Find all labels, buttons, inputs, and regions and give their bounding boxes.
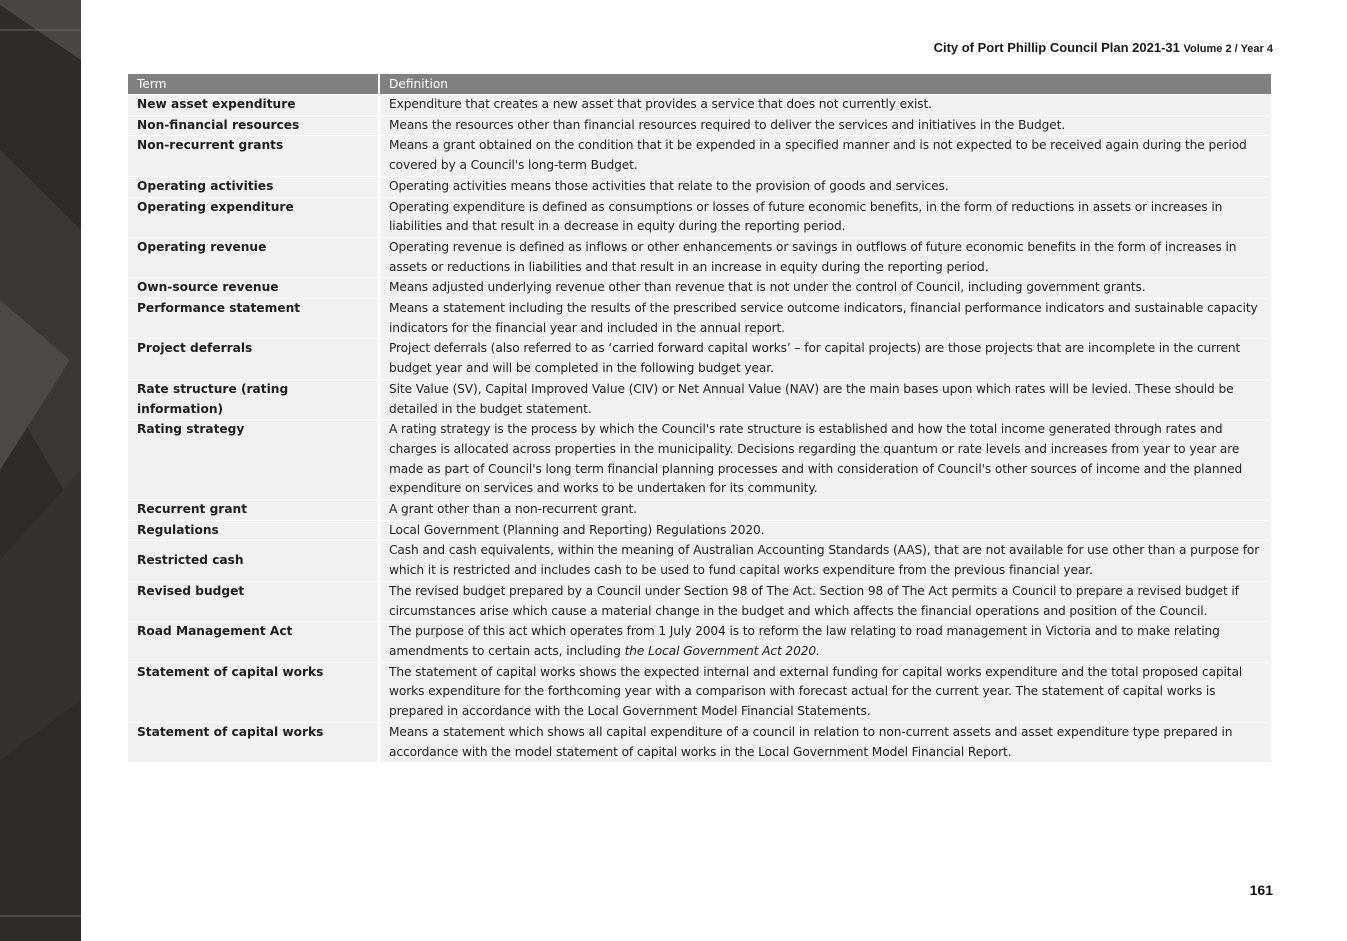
table-row xyxy=(128,499,1271,520)
table-row xyxy=(128,197,1271,237)
table-row xyxy=(128,135,1271,175)
definition-text: Means a statement including the results of the prescribed service outcome indicators, financial performance indicators and sustainable capacity indicators for the financial year and included in the annual report. xyxy=(389,301,1258,335)
term-cell: Operating revenue xyxy=(128,237,380,277)
term-cell: Rate structure (rating information) xyxy=(128,379,380,419)
term-cell: Non-recurrent grants xyxy=(128,135,380,175)
table-header-row xyxy=(128,74,1271,94)
table-row xyxy=(128,520,1271,541)
definition-text: Operating expenditure is defined as consumptions or losses of future economic benefits, in the form of reductions in assets or increases in liabilities and that result in a decrease in equity during the reporting period. xyxy=(389,199,1223,234)
definition-cell xyxy=(380,581,1271,621)
document-title: City of Port Phillip Council Plan 2021-31 xyxy=(933,40,1180,55)
term-cell: Project deferrals xyxy=(128,338,380,378)
column-header-definition: Definition xyxy=(380,74,1271,94)
table-row xyxy=(128,540,1271,580)
definition-cell xyxy=(380,419,1271,499)
definition-text: The statement of capital works shows the expected internal and external funding for capital works expenditure and the total proposed capital works expenditure for the forthcoming year with a comparison with forecast actual for the current year. The statement of capital works is prepared in accordance with the Local Government Model Financial Statements. xyxy=(389,664,1243,719)
table-row xyxy=(128,298,1271,338)
definition-text: Operating revenue is defined as inflows or other enhancements or savings in outflows of future economic benefits in the form of increases in assets or reductions in liabilities and that result in an increase in equity during the reporting period. xyxy=(389,239,1237,274)
table-row xyxy=(128,338,1271,378)
definition-text: Project deferrals (also referred to as ‘carried forward capital works’ – for capital projects) are those projects that are incomplete in the current budget year and will be completed in the following budget year. xyxy=(389,341,1241,376)
definition-text: Means the resources other than financial resources required to deliver the services and initiatives in the Budget. xyxy=(389,117,1066,132)
column-header-term: Term xyxy=(128,74,380,94)
definition-text: Means a statement which shows all capital expenditure of a council in relation to non-current assets and asset expenditure type prepared in accordance with the model statement of capital works in the Local Government Model Financial Report. xyxy=(389,724,1233,759)
term-cell: Recurrent grant xyxy=(128,499,380,520)
table-row xyxy=(128,379,1271,419)
definition-cell xyxy=(380,298,1271,338)
table-row xyxy=(128,277,1271,298)
definition-text: Means a grant obtained on the condition that it be expended in a specified manner and is not expected to be received again during the period covered by a Council's long-term Budget. xyxy=(389,138,1247,173)
sidebar-pattern xyxy=(0,0,81,941)
table-row xyxy=(128,176,1271,197)
definition-text: Operating activities means those activities that relate to the provision of goods and services. xyxy=(389,178,949,193)
term-cell: New asset expenditure xyxy=(128,94,380,115)
definition-cell xyxy=(380,277,1271,298)
definition-cell xyxy=(380,379,1271,419)
definition-text: The revised budget prepared by a Council under Section 98 of The Act. Section 98 of The Act permits a Council to prepare a revised budget if circumstances arise which cause a material change in the budget and which affects the financial operations and position of the Council. xyxy=(389,583,1239,618)
definition-text: Expenditure that creates a new asset that provides a service that does not currently exist. xyxy=(389,97,932,111)
term-cell: Operating expenditure xyxy=(128,197,380,237)
definition-cell xyxy=(380,520,1271,541)
definition-cell xyxy=(380,499,1271,520)
definition-text: Site Value (SV), Capital Improved Value (CIV) or Net Annual Value (NAV) are the main bases upon which rates will be levied. These should be detailed in the budget statement. xyxy=(389,381,1234,416)
term-cell: Restricted cash xyxy=(128,540,380,580)
definition-cell xyxy=(380,115,1271,136)
term-cell: Operating activities xyxy=(128,176,380,197)
table-row xyxy=(128,94,1271,115)
table-row xyxy=(128,722,1271,762)
table-row xyxy=(128,419,1271,499)
term-cell: Performance statement xyxy=(128,298,380,338)
definition-text: The purpose of this act which operates from 1 July 2004 is to reform the law relating to road management in Victoria and to make relating amendments to certain acts, including xyxy=(389,624,1220,658)
table-row xyxy=(128,581,1271,621)
term-cell: Revised budget xyxy=(128,581,380,621)
term-cell: Statement of capital works xyxy=(128,662,380,722)
definition-cell xyxy=(380,540,1271,580)
glossary-table xyxy=(128,74,1271,762)
term-cell: Road Management Act xyxy=(128,621,380,661)
glossary-body xyxy=(128,94,1271,762)
table-row xyxy=(128,662,1271,722)
volume-label: Volume 2 / Year 4 xyxy=(1183,43,1273,55)
definition-cell xyxy=(380,621,1271,661)
page-number: 161 xyxy=(1249,882,1273,898)
definition-text: A rating strategy is the process by which the Council's rate structure is established and how the total income generated through rates and charges is allocated across properties in the municipality. Decisions regarding the quantum or rate levels and increases from year to year are made as part of Council's long term financial planning processes and with consideration of Council's other sources of income and the planned expenditure on services and works to be undertaken for its community. xyxy=(389,422,1243,496)
term-cell: Non-financial resources xyxy=(128,115,380,136)
table-row xyxy=(128,621,1271,661)
definition-text: Means adjusted underlying revenue other than revenue that is not under the control of Council, including government grants. xyxy=(389,280,1146,295)
definition-cell xyxy=(380,662,1271,722)
term-cell: Regulations xyxy=(128,520,380,541)
definition-text: A grant other than a non-recurrent grant. xyxy=(389,502,637,517)
definition-cell xyxy=(380,338,1271,378)
decorative-sidebar xyxy=(0,0,81,941)
table-row xyxy=(128,115,1271,136)
term-cell: Statement of capital works xyxy=(128,722,380,762)
definition-cell xyxy=(380,135,1271,175)
term-cell: Rating strategy xyxy=(128,419,380,499)
definition-cell xyxy=(380,176,1271,197)
definition-text: Cash and cash equivalents, within the meaning of Australian Accounting Standards (AAS), that are not available for use other than a purpose for which it is restricted and includes cash to be used to fund capital works expenditure from the previous financial year. xyxy=(389,543,1260,578)
term-cell: Own-source revenue xyxy=(128,277,380,298)
definition-cell xyxy=(380,197,1271,237)
definition-cell xyxy=(380,237,1271,277)
definition-cell xyxy=(380,94,1271,115)
page-header xyxy=(934,40,1273,55)
definition-cell xyxy=(380,722,1271,762)
definition-text: Local Government (Planning and Reporting) Regulations 2020. xyxy=(389,522,765,537)
table-row xyxy=(128,237,1271,277)
definition-italic-text: the Local Government Act 2020. xyxy=(624,643,820,658)
